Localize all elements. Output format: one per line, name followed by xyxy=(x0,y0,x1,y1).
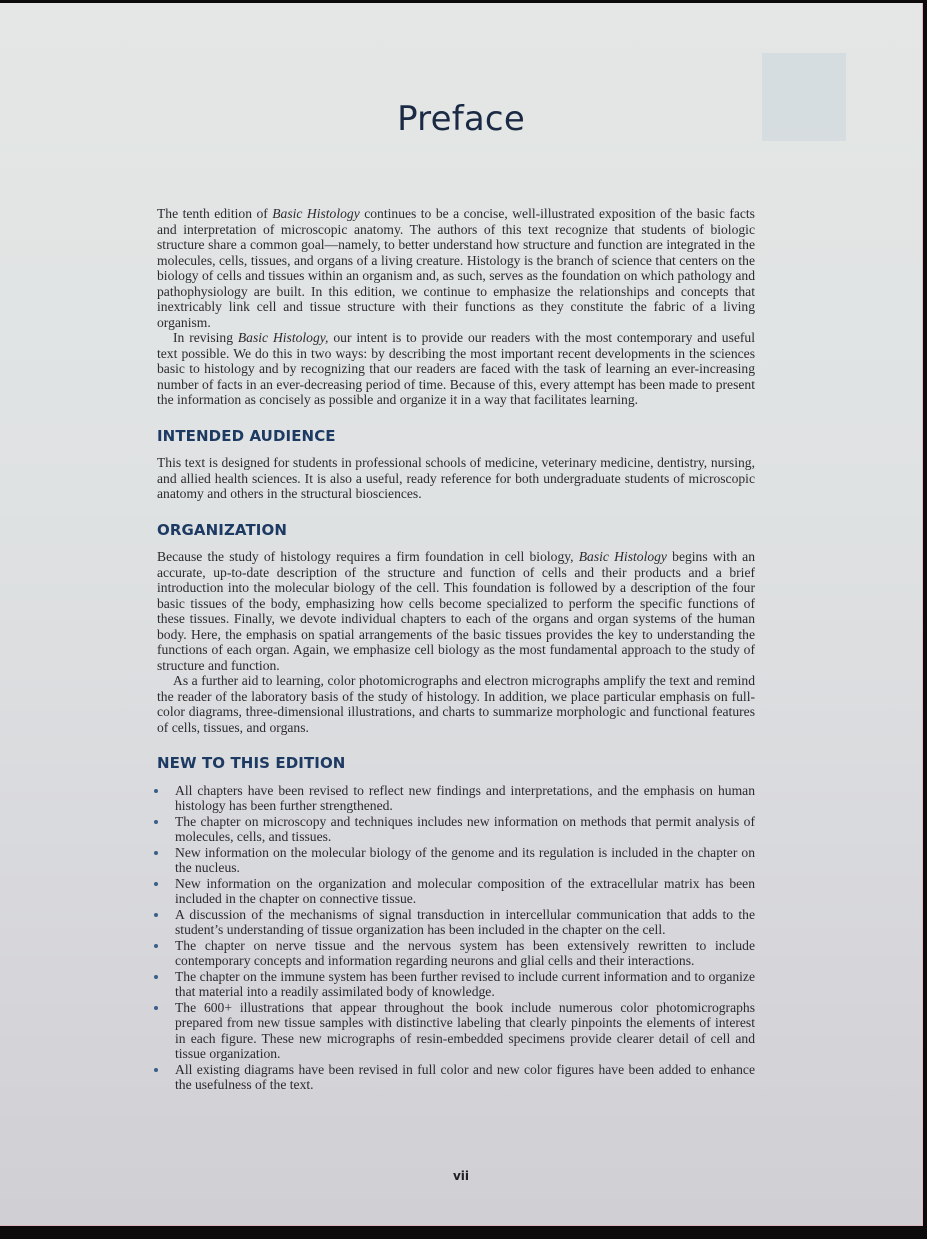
list-item xyxy=(157,814,755,845)
intro-paragraph-2 xyxy=(157,330,755,408)
list-item xyxy=(157,938,755,969)
bullet-icon xyxy=(154,913,158,917)
list-item-text: All chapters have been revised to reflect new findings and interpretations, and the emphasis on human histology has been further strengthened. xyxy=(175,782,755,813)
book-page xyxy=(0,3,923,1226)
bullet-icon xyxy=(154,820,158,824)
new-features-list xyxy=(157,783,755,1093)
list-item xyxy=(157,907,755,938)
page-number: vii xyxy=(452,1169,470,1183)
list-item xyxy=(157,969,755,1000)
list-item xyxy=(157,1062,755,1093)
list-item-text: The 600+ illustrations that appear throughout the book include numerous color photomicrographs prepared from new tissue samples with distinctive labeling that clearly pinpoints the elements of interest in each figure. These new micrographs of resin-embedded specimens provide clearer detail of cell and tissue organization. xyxy=(175,999,755,1061)
text-run: begins with an accurate, up-to-date description of the structure and function of cells and their products and a brief introduction into the molecular biology of the cell. This foundation is followed by a description of the four basic tissues of the body, emphasizing how cells become specialized to perform the specific functions of these tissues. Finally, we devote individual chapters to each of the organs and organ systems of the human body. Here, the emphasis on spatial arrangements of the basic tissues provides the key to understanding the functions of each organ. Again, we emphasize cell biology as the most fundamental approach to the study of structure and function. xyxy=(157,549,755,673)
text-run: continues to be a concise, well-illustrated exposition of the basic facts and interpretation of microscopic anatomy. The authors of this text recognize that students of biologic structure share a common goal—namely, to better understand how structure and function are integrated in the molecules, cells, tissues, and organs of a living creature. Histology is the branch of science that centers on the biology of cells and tissues within an organism and, as such, serves as the foundation on which pathology and pathophysiology are built. In this edition, we continue to emphasize the relationships and concepts that inextricably link cell and tissue structure with their functions as they constitute the fabric of a living organism. xyxy=(157,206,755,330)
list-item xyxy=(157,845,755,876)
audience-paragraph: This text is designed for students in professional schools of medicine, veterinary medicine, dentistry, nursing, and allied health sciences. It is also a useful, ready reference for both undergraduate students of microscopic anatomy and others in the structural biosciences. xyxy=(157,455,755,501)
list-item-text: All existing diagrams have been revised in full color and new color figures have been added to enhance the usefulness of the text. xyxy=(175,1061,755,1092)
text-run: The tenth edition of xyxy=(157,206,273,221)
book-title-italic: Basic Histology xyxy=(272,206,360,221)
heading-new-to-this-edition: NEW TO THIS EDITION xyxy=(157,754,346,772)
heading-intended-audience: INTENDED AUDIENCE xyxy=(157,426,336,445)
organization-paragraph-1 xyxy=(157,549,755,673)
bullet-icon xyxy=(154,882,158,886)
heading-organization: ORGANIZATION xyxy=(157,520,287,539)
bullet-icon xyxy=(154,1068,158,1072)
page-title: Preface xyxy=(397,99,525,139)
list-item xyxy=(157,783,755,814)
bullet-icon xyxy=(154,851,158,855)
list-item xyxy=(157,876,755,907)
text-run: our intent is to provide our readers with the most contemporary and useful text possible. We do this in two ways: by describing the most important recent developments in the sciences basic to histology and by recognizing that our readers are faced with the task of learning an ever-increasing number of facts in an ever-decreasing period of time. Because of this, every attempt has been made to present the information as concisely as possible and organize it in a way that facilitates learning. xyxy=(157,330,755,407)
bullet-icon xyxy=(154,789,158,793)
list-item-text: New information on the organization and molecular composition of the extracellular matrix has been included in the chapter on connective tissue. xyxy=(175,875,755,906)
bullet-icon xyxy=(154,1006,158,1010)
list-item-text: A discussion of the mechanisms of signal transduction in intercellular communication that adds to the student’s understanding of tissue organization has been included in the chapter on the cell. xyxy=(175,906,755,937)
list-item-text: The chapter on the immune system has been further revised to include current information and to organize that material into a readily assimilated body of knowledge. xyxy=(175,968,755,999)
list-item-text: New information on the molecular biology of the genome and its regulation is included in the chapter on the nucleus. xyxy=(175,844,755,875)
list-item-text: The chapter on microscopy and techniques includes new information on methods that permit analysis of molecules, cells, and tissues. xyxy=(175,813,755,844)
text-run: Because the study of histology requires a firm foundation in cell biology, xyxy=(157,549,579,564)
list-item-text: The chapter on nerve tissue and the nervous system has been extensively rewritten to include contemporary concepts and information regarding neurons and glial cells and their interactions. xyxy=(175,937,755,968)
book-title-italic: Basic Histology xyxy=(578,549,667,564)
intro-paragraph-1 xyxy=(157,206,755,330)
book-title-italic: Basic Histology, xyxy=(237,330,329,345)
bullet-icon xyxy=(154,944,158,948)
bullet-icon xyxy=(154,975,158,979)
list-item xyxy=(157,1000,755,1062)
page-body xyxy=(157,206,755,1093)
organization-paragraph-2: As a further aid to learning, color photomicrographs and electron micrographs amplify the text and remind the reader of the laboratory basis of the study of histology. In addition, we place particular emphasis on full-color diagrams, three-dimensional illustrations, and charts to summarize morphologic and functional features of cells, tissues, and organs. xyxy=(157,673,755,735)
text-run: In revising xyxy=(173,330,238,345)
